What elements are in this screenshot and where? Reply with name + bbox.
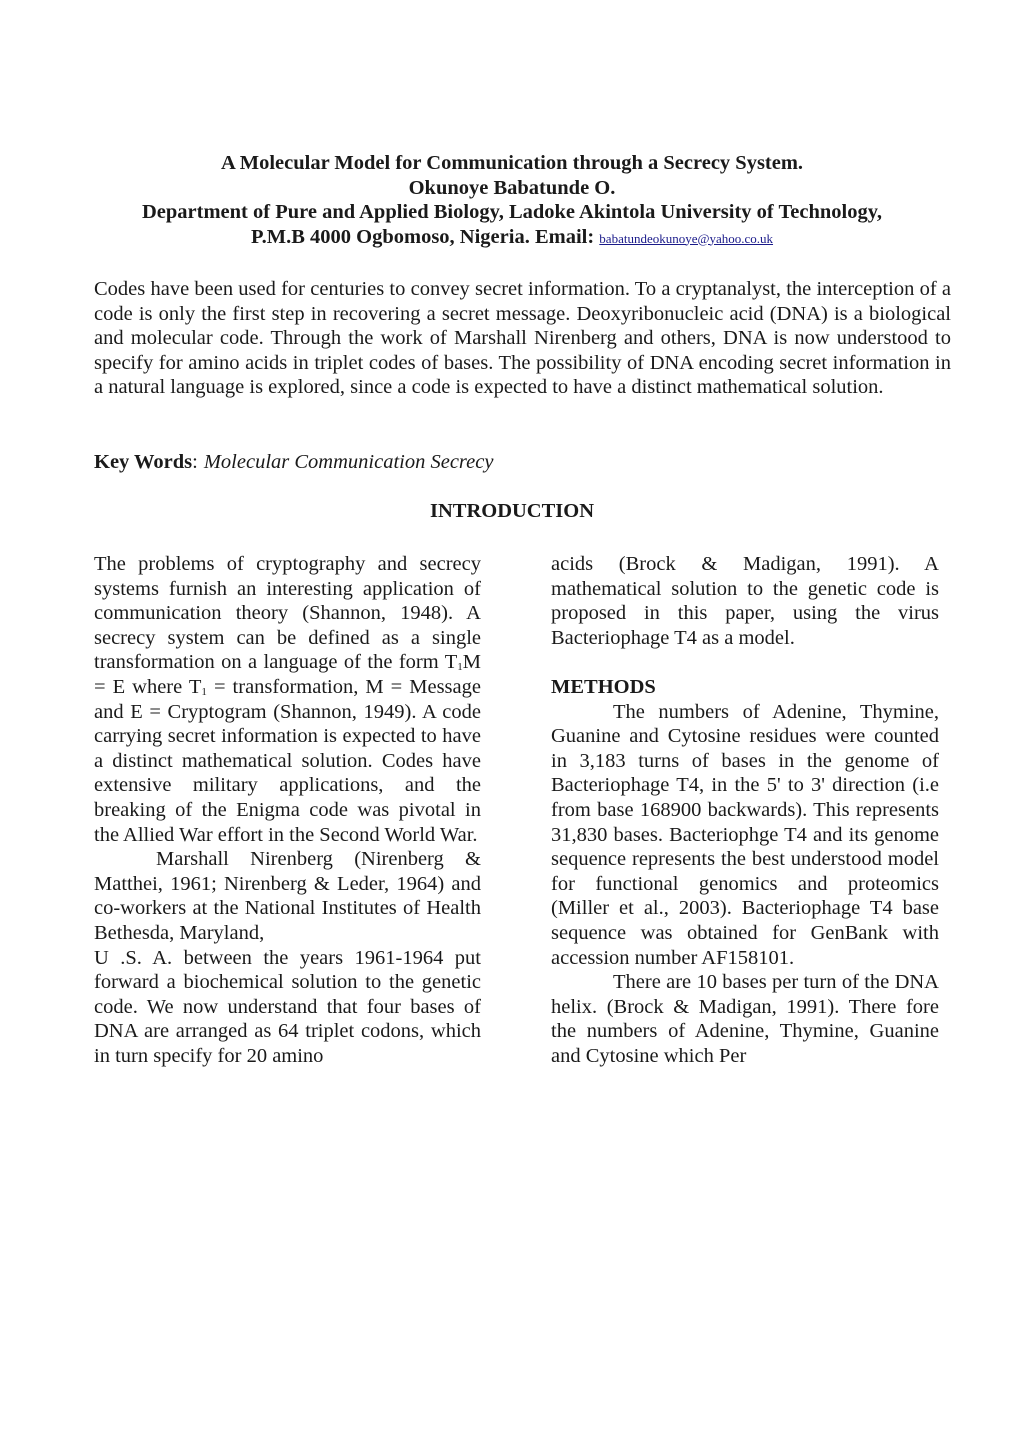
subscript-1: 1 [457,661,463,674]
intro-paragraph-1 [94,552,481,847]
author-address: P.M.B 4000 Ogbomoso, Nigeria. [250,225,530,248]
methods-paragraph-2: There are 10 bases per turn of the DNA helix. (Brock & Madigan, 1991). There fore the numbers of Adenine, Thymine, Guanine and Cytosine which Per [551,971,939,1067]
intro-paragraph-2: Marshall Nirenberg (Nirenberg & Matthei, 1961; Nirenberg & Leder, 1964) and co-workers at the National Institutes of Health Bethesda, Maryland, [94,848,481,944]
author-address-line [60,225,964,252]
methods-heading: METHODS [551,675,656,698]
intro-p1-part-c: = transformation, M = Message and E = Cryptogram (Shannon, 1949). A code carrying secret information is expected to have a distinct mathematical solution. Codes have extensive military applications, and the breaking of the Enigma code was pivotal in the Allied War effort in the Second World War. [94,675,481,846]
author-affiliation: Department of Pure and Applied Biology, Ladoke Akintola University of Technology, [142,201,882,223]
subscript-2: 1 [201,685,207,698]
keywords-value: Molecular Communication Secrecy [203,451,494,473]
intro-paragraph-4: acids (Brock & Madigan, 1991). A mathematical solution to the genetic code is proposed in this paper, using the virus Bacteriophage T4 as a model. [551,553,939,649]
intro-p1-part-a: The problems of cryptography and secrecy systems furnish an interesting application of communication theory (Shannon, 1948). A secrecy system can be defined as a single transformation on a language of the form T [94,553,481,674]
keywords: Key Words: Molecular Communication Secrecy [94,451,494,473]
paper-header [60,151,964,251]
paper-title: A Molecular Model for Communication through a Secrecy System. [220,152,804,174]
paragraph-gap [551,650,939,675]
right-column [551,552,939,1068]
email-label: Email: [534,225,595,248]
email-link[interactable]: babatundeokunoye@yahoo.co.uk [599,230,774,246]
abstract: Codes have been used for centuries to convey secret information. To a cryptanalyst, the interception of a code is only the first step in recovering a secret message. Deoxyribonucleic acid (DNA) is a biological and molecular code. Through the work of Marshall Nirenberg and others, DNA is now understood to specify for amino acids in triplet codes of bases. The possibility of DNA encoding secret information in a natural language is explored, since a code is expected to have a distinct mathematical solution. [94,278,951,398]
left-column [94,552,481,1068]
author-name: Okunoye Babatunde O. [408,176,616,199]
intro-p1-part-b: M = E where T [94,651,481,698]
methods-paragraph-1: The numbers of Adenine, Thymine, Guanine and Cytosine residues were counted in 3,183 turns of bases in the genome of Bacteriophage T4, in the 5' to 3' direction (i.e from base 168900 backwards). This represents 31,830 bases. Bacteriophge T4 and its genome sequence represents the best understood model for functional genomics and proteomics (Miller et al., 2003). Bacteriophage T4 base sequence was obtained for GenBank with accession number AF158101. [551,700,939,969]
intro-paragraph-3: U .S. A. between the years 1961-1964 put forward a biochemical solution to the genetic code. We now understand that four bases of DNA are arranged as 64 triplet codons, which in turn specify for 20 amino [94,946,481,1067]
introduction-heading: INTRODUCTION [429,500,595,522]
keywords-label: Key Words [94,451,193,473]
